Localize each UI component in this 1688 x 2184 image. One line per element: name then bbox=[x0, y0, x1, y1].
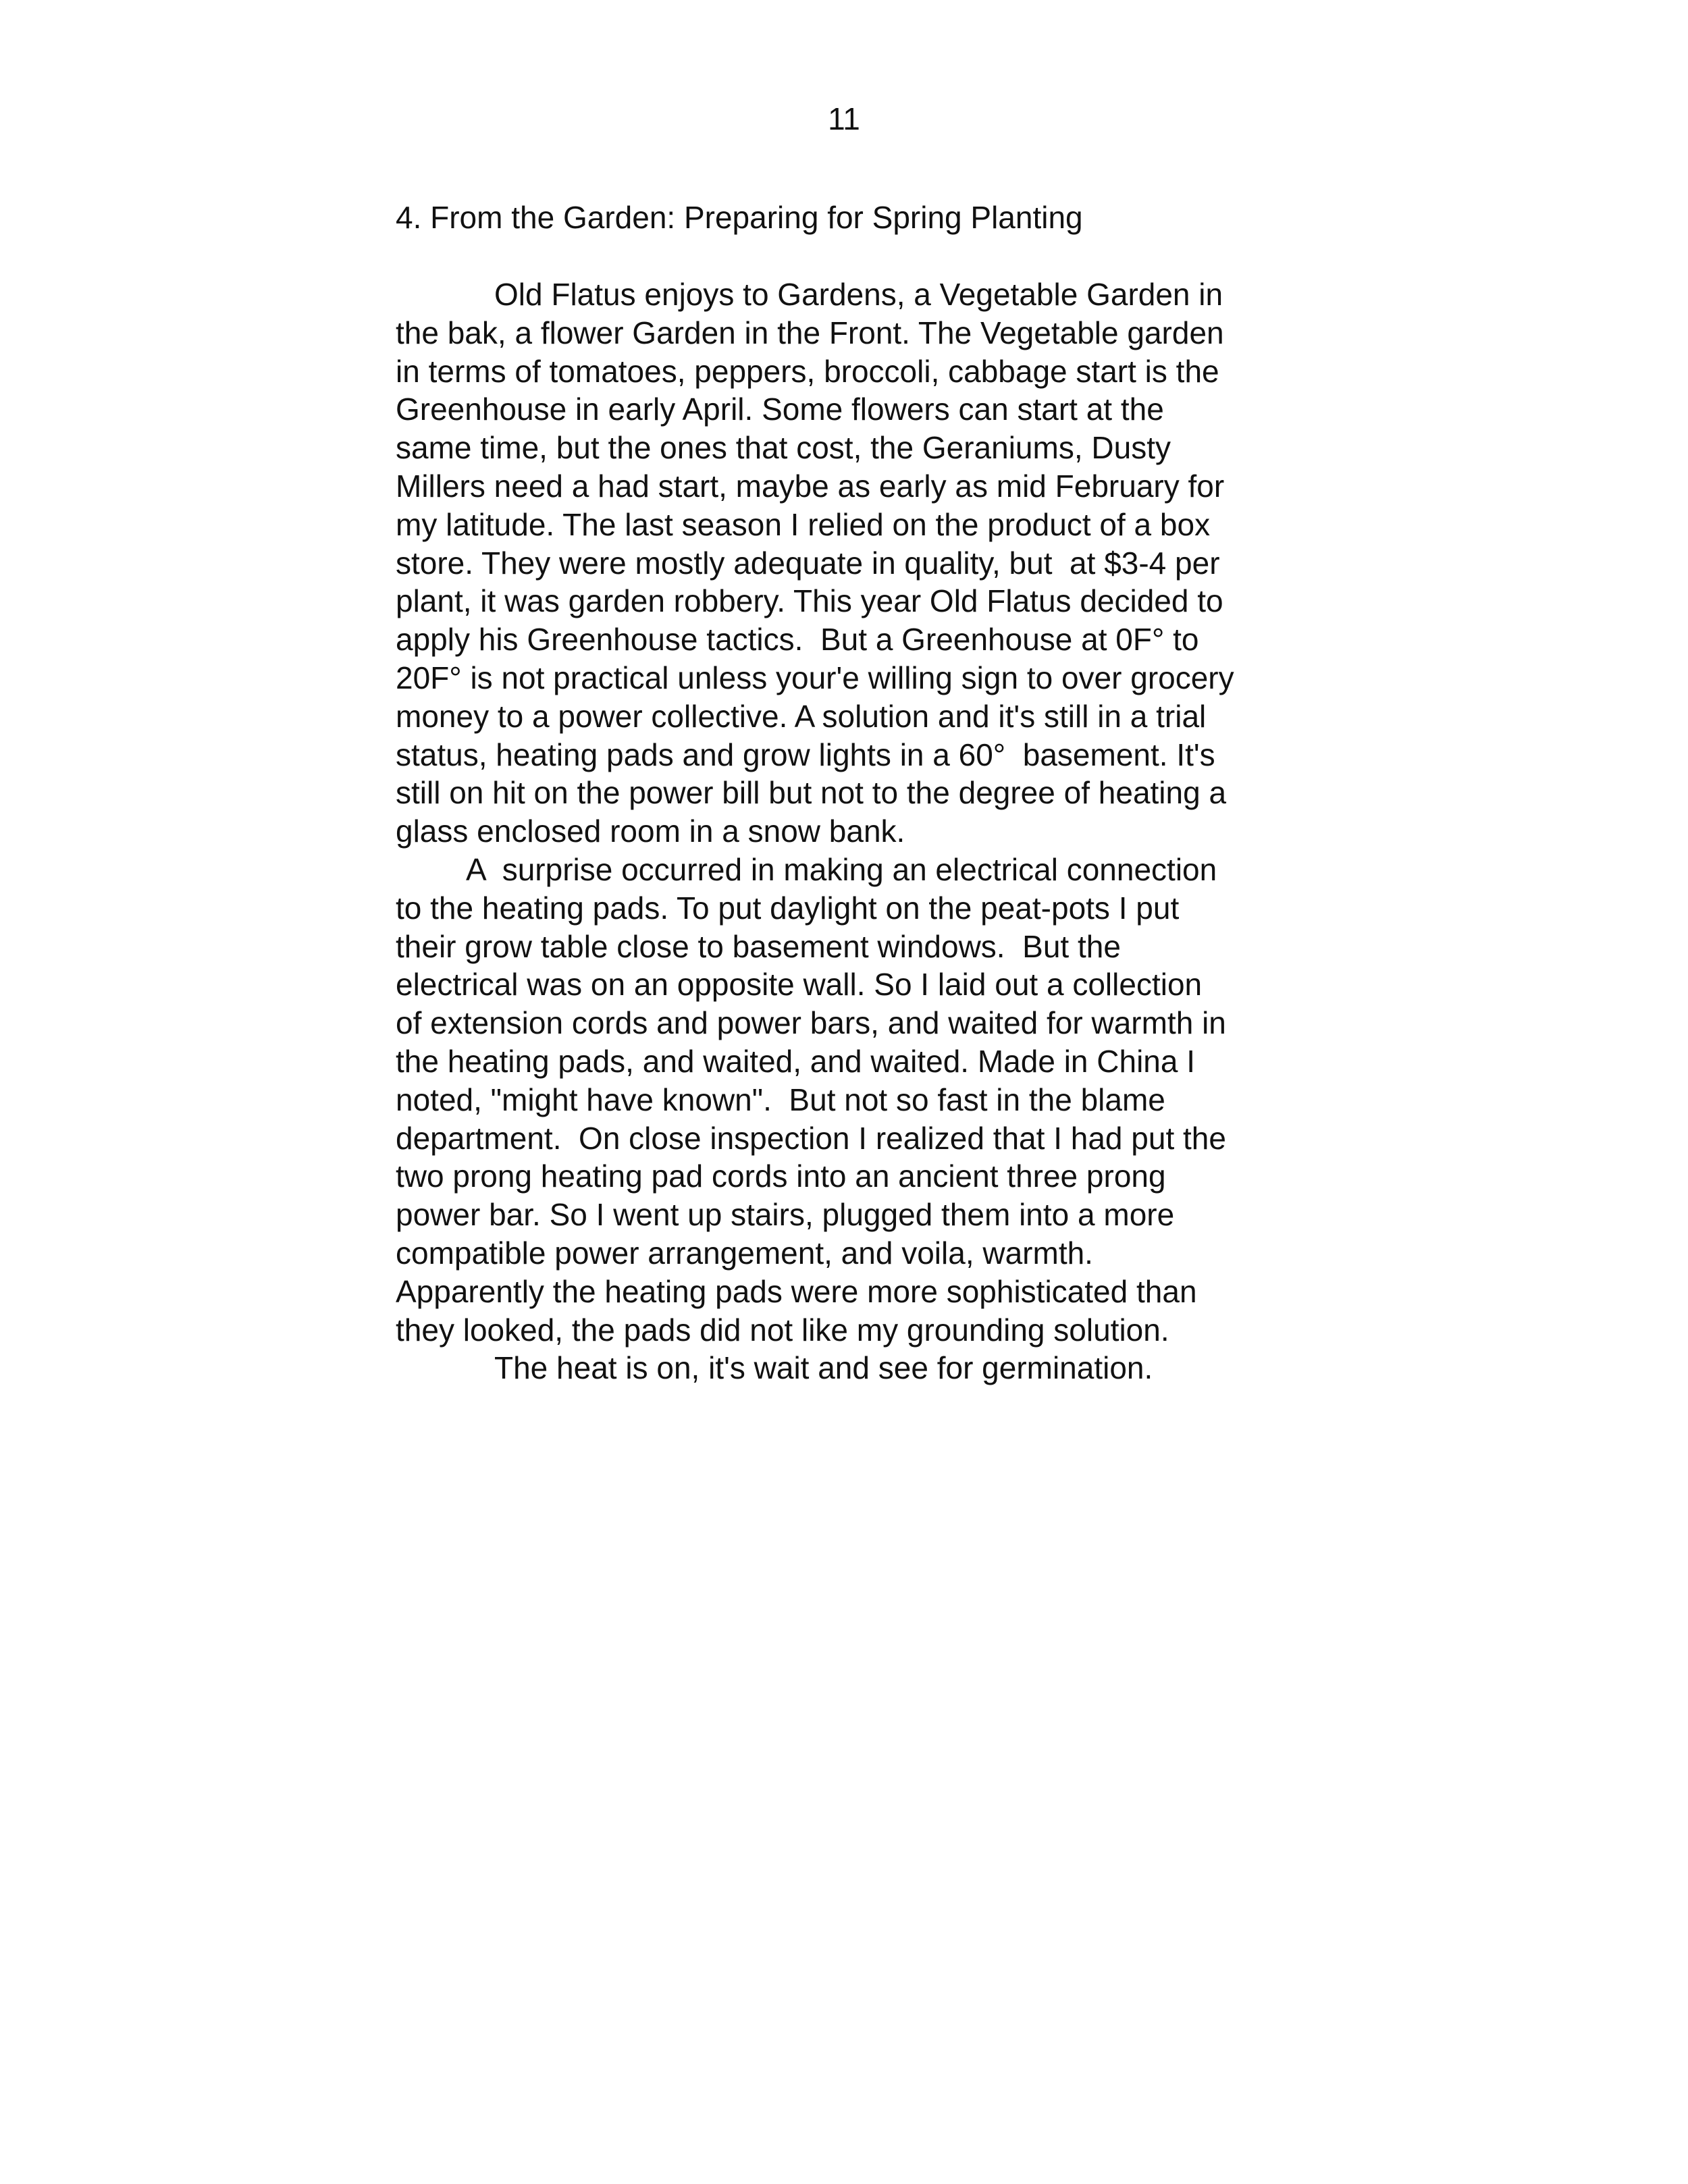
text-line: still on hit on the power bill but not to the degree of heating a bbox=[396, 775, 1227, 811]
text-line: A surprise occurred in making an electrical connection bbox=[466, 851, 1217, 887]
text-line: compatible power arrangement, and voila, warmth. bbox=[396, 1235, 1093, 1271]
text-line: power bar. So I went up stairs, plugged them into a more bbox=[396, 1197, 1175, 1233]
text-line: in terms of tomatoes, peppers, broccoli, cabbage start is the bbox=[396, 353, 1219, 389]
text-line: status, heating pads and grow lights in a 60° basement. It's bbox=[396, 737, 1215, 772]
text-line: money to a power collective. A solution and it's still in a trial bbox=[396, 698, 1207, 734]
text-line: my latitude. The last season I relied on the product of a box bbox=[396, 506, 1211, 542]
text-line: noted, "might have known". But not so fast in the blame bbox=[396, 1082, 1165, 1117]
text-line: of extension cords and power bars, and waited for warmth in bbox=[396, 1005, 1226, 1041]
text-line: The heat is on, it's wait and see for germination. bbox=[494, 1350, 1153, 1386]
text-line: store. They were mostly adequate in quality, but at $3-4 per bbox=[396, 545, 1220, 581]
text-line: Greenhouse in early April. Some flowers can start at the bbox=[396, 392, 1164, 427]
text-line: they looked, the pads did not like my grounding solution. bbox=[396, 1312, 1169, 1348]
page-number: 11 bbox=[828, 101, 860, 136]
text-line: the bak, a flower Garden in the Front. The Vegetable garden bbox=[396, 315, 1224, 350]
section-heading: 4. From the Garden: Preparing for Spring Planting bbox=[396, 200, 1083, 235]
text-line: same time, but the ones that cost, the Geraniums, Dusty bbox=[396, 430, 1171, 466]
text-line: apply his Greenhouse tactics. But a Greenhouse at 0F° to bbox=[396, 622, 1199, 658]
text-line: Millers need a had start, maybe as early as mid February for bbox=[396, 468, 1225, 504]
article-body bbox=[396, 275, 1341, 1387]
text-line: two prong heating pad cords into an ancient three prong bbox=[396, 1158, 1166, 1194]
text-line: Old Flatus enjoys to Gardens, a Vegetable Garden in bbox=[494, 277, 1223, 312]
text-line: to the heating pads. To put daylight on the peat-pots I put bbox=[396, 890, 1180, 926]
text-line: plant, it was garden robbery. This year Old Flatus decided to bbox=[396, 583, 1223, 619]
text-line: 20F° is not practical unless your'e willing sign to over grocery bbox=[396, 660, 1234, 695]
text-line: their grow table close to basement windows. But the bbox=[396, 928, 1121, 964]
text-line: glass enclosed room in a snow bank. bbox=[396, 814, 905, 849]
text-line: Apparently the heating pads were more sophisticated than bbox=[396, 1273, 1197, 1309]
text-line: the heating pads, and waited, and waited. Made in China I bbox=[396, 1043, 1196, 1079]
text-line: department. On close inspection I realized that I had put the bbox=[396, 1120, 1226, 1156]
text-line: electrical was on an opposite wall. So I laid out a collection bbox=[396, 967, 1203, 1003]
